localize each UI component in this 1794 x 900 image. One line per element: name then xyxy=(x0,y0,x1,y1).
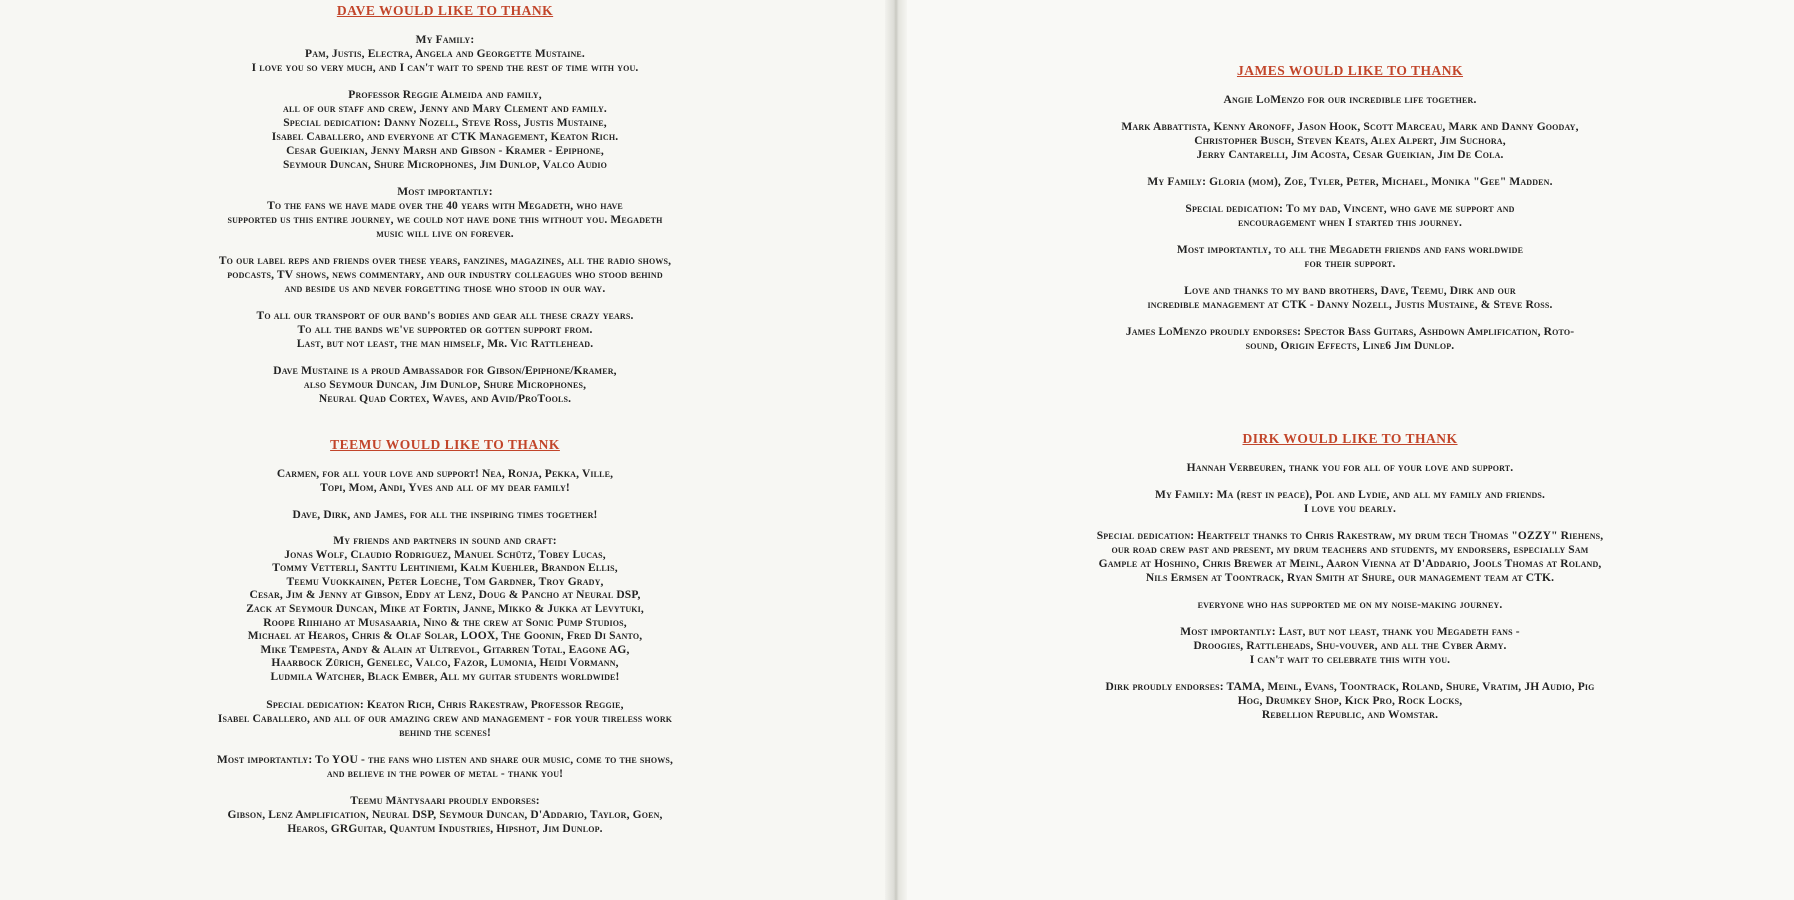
text-line: I love you dearly. xyxy=(1303,503,1397,515)
text-line: Gibson, Lenz Amplification, Neural DSP, Seymour Duncan, D'Addario, Taylor, Goen, xyxy=(227,808,663,821)
james-band-paragraph xyxy=(1000,284,1700,312)
teemu-fans-paragraph xyxy=(100,753,790,781)
text-line: podcasts, TV shows, news commentary, and our industry colleagues who stood behind xyxy=(227,269,663,281)
text-line: Cesar Gueikian, Jenny Marsh and Gibson - Kramer - Epiphone, xyxy=(286,145,604,157)
text-line: Most importantly: Last, but not least, thank you Megadeth fans - xyxy=(1180,626,1520,638)
text-line: Pam, Justis, Electra, Angela and Georgette Mustaine. xyxy=(305,48,585,60)
text-line: James LoMenzo proudly endorses: Spector Bass Guitars, Ashdown Amplification, Roto- xyxy=(1125,326,1575,338)
text-line: To the fans we have made over the 40 years with Megadeth, who have xyxy=(267,200,623,212)
dirk-family-paragraph xyxy=(990,488,1710,516)
text-line: Mark Abbattista, Kenny Aronoff, Jason Hook, Scott Marceau, Mark and Danny Gooday, xyxy=(1121,121,1579,133)
text-line: I love you so very much, and I can't wait to spend the rest of time with you. xyxy=(251,62,639,74)
dirk-supporters-paragraph xyxy=(990,598,1710,612)
dave-endorsement-paragraph xyxy=(100,364,790,406)
text-line: all of our staff and crew, Jenny and Mary Clement and family. xyxy=(283,103,607,115)
text-line: Teemu Vuokkainen, Peter Loeche, Tom Gardner, Troy Grady, xyxy=(286,575,604,588)
dave-label-paragraph xyxy=(100,254,790,296)
text-line: Teemu Mäntysaari proudly endorses: xyxy=(350,794,540,807)
text-line: Droogies, Rattleheads, Shu-vouver, and all the Cyber Army. xyxy=(1193,640,1507,652)
booklet-gutter xyxy=(885,0,907,900)
text-line: encouragement when I started this journey. xyxy=(1237,217,1463,229)
james-fans-paragraph xyxy=(1000,243,1700,271)
text-line: Special dedication: To my dad, Vincent, who gave me support and xyxy=(1185,203,1515,215)
text-line: Love and thanks to my band brothers, Dave, Teemu, Dirk and our xyxy=(1184,285,1516,297)
text-line: everyone who has supported me on my noise-making journey. xyxy=(1197,599,1503,611)
text-line: incredible management at CTK - Danny Nozell, Justis Mustaine, & Steve Ross. xyxy=(1147,299,1553,311)
dave-fans-paragraph xyxy=(100,185,790,241)
james-endorsement-paragraph xyxy=(1000,325,1700,353)
text-line: To our label reps and friends over these years, fanzines, magazines, all the radio shows, xyxy=(218,255,672,267)
text-line: Ludmila Watcher, Black Ember, All my guitar students worldwide! xyxy=(270,670,620,683)
text-line: Dirk proudly endorses: TAMA, Meinl, Evans, Toontrack, Roland, Shure, Vratim, JH Audio, Pig xyxy=(1105,681,1595,693)
james-thanks-section xyxy=(1000,64,1700,366)
text-line: Seymour Duncan, Shure Microphones, Jim Dunlop, Valco Audio xyxy=(282,159,608,171)
dirk-partner-paragraph xyxy=(990,461,1710,475)
text-line: Most importantly: To YOU - the fans who listen and share our music, come to the shows, xyxy=(216,753,674,766)
text-line: Special dedication: Danny Nozell, Steve Ross, Justis Mustaine, xyxy=(283,117,607,129)
dirk-heading: DIRK WOULD LIKE TO THANK xyxy=(1242,431,1458,446)
text-line: Christopher Busch, Steven Keats, Alex Alpert, Jim Suchora, xyxy=(1194,135,1506,147)
text-line: Isabel Caballero, and all of our amazing crew and management - for your tireless work xyxy=(217,712,673,725)
james-dedication-paragraph xyxy=(1000,202,1700,230)
text-line: Roope Riihiaho at Musasaaria, Nino & the crew at Sonic Pump Studios, xyxy=(263,616,627,629)
dirk-endorsement-paragraph xyxy=(990,680,1710,722)
text-line: Hannah Verbeuren, thank you for all of your love and support. xyxy=(1186,462,1514,474)
dave-thanks-section xyxy=(100,4,790,419)
text-line: Gample at Hoshino, Chris Brewer at Meinl, Aaron Vienna at D'Addario, Jools Thomas at Roland, xyxy=(1098,558,1602,570)
james-family-paragraph xyxy=(1000,175,1700,189)
text-line: supported us this entire journey, we could not have done this without you. Megadeth xyxy=(227,214,663,226)
teemu-family-paragraph xyxy=(100,467,790,495)
teemu-dedication-paragraph xyxy=(100,698,790,740)
text-line: To all the bands we've supported or gotten support from. xyxy=(297,324,593,336)
text-line: Most importantly, to all the Megadeth friends and fans worldwide xyxy=(1176,244,1524,256)
text-line: Carmen, for all your love and support! Nea, Ronja, Pekka, Ville, xyxy=(276,468,614,480)
text-line: Neural Quad Cortex, Waves, and Avid/ProTools. xyxy=(318,393,572,405)
text-line: sound, Origin Effects, Line6 Jim Dunlop. xyxy=(1245,340,1455,352)
text-line: and believe in the power of metal - thank you! xyxy=(326,767,564,780)
text-line: behind the scenes! xyxy=(399,726,491,739)
text-line: music will live on forever. xyxy=(376,228,514,240)
text-line: To all our transport of our band's bodies and gear all these crazy years. xyxy=(256,310,634,322)
text-line: Mike Tempesta, Andy & Alain at Ultrevol, Gitarren Total, Eagone AG, xyxy=(260,643,630,656)
text-line: Special dedication: Heartfelt thanks to Chris Rakestraw, my drum tech Thomas "OZZY" Riehens, xyxy=(1096,530,1604,542)
text-line: Tommy Vetterli, Santtu Lehtiniemi, Kalm Kuehler, Brandon Ellis, xyxy=(272,562,618,575)
text-line: also Seymour Duncan, Jim Dunlop, Shure Microphones, xyxy=(303,379,587,391)
text-line: Topi, Mom, Andi, Yves and all of my dear family! xyxy=(320,482,570,494)
text-line: Michael at Hearos, Chris & Olaf Solar, LOOX, The Goonin, Fred Di Santo, xyxy=(247,630,643,643)
text-line: My friends and partners in sound and craft: xyxy=(333,535,557,547)
text-line: Hog, Drumkey Shop, Kick Pro, Rock Locks, xyxy=(1237,695,1463,707)
dave-dedication-paragraph xyxy=(100,88,790,172)
dirk-fans-paragraph xyxy=(990,625,1710,667)
text-line: Last, but not least, the man himself, Mr. Vic Rattlehead. xyxy=(296,338,594,350)
text-line: for their support. xyxy=(1304,258,1396,270)
text-line: Dave Mustaine is a proud Ambassador for Gibson/Epiphone/Kramer, xyxy=(273,365,617,377)
text-line: Jonas Wolf, Claudio Rodriguez, Manuel Schütz, Tobey Lucas, xyxy=(284,548,606,561)
dave-heading: DAVE WOULD LIKE TO THANK xyxy=(336,3,554,18)
dave-family-paragraph xyxy=(100,33,790,75)
text-line: and beside us and never forgetting those who stood in our way. xyxy=(284,283,606,295)
james-heading: JAMES WOULD LIKE TO THANK xyxy=(1236,63,1464,78)
text-line: our road crew past and present, my drum teachers and students, my endorsers, especially Sam xyxy=(1111,544,1589,556)
teemu-endorsement-paragraph xyxy=(100,794,790,836)
text-line: My Family: Gloria (mom), Zoe, Tyler, Peter, Michael, Monika "Gee" Madden. xyxy=(1147,176,1553,188)
teemu-band-paragraph xyxy=(100,508,790,522)
text-line: Special dedication: Keaton Rich, Chris Rakestraw, Professor Reggie, xyxy=(266,698,624,711)
text-line: Hearos, GRGuitar, Quantum Industries, Hipshot, Jim Dunlop. xyxy=(287,822,603,835)
dave-transport-paragraph xyxy=(100,309,790,351)
text-line: I can't wait to celebrate this with you. xyxy=(1249,654,1451,666)
dirk-dedication-paragraph xyxy=(990,529,1710,585)
text-line: Zack at Seymour Duncan, Mike at Fortin, Janne, Mikko & Jukka at Levytuki, xyxy=(246,602,644,615)
teemu-thanks-section xyxy=(100,438,790,849)
text-line: My Family: xyxy=(415,34,475,46)
text-line: Cesar, Jim & Jenny at Gibson, Eddy at Lenz, Doug & Pancho at Neural DSP, xyxy=(249,589,641,602)
teemu-friends-paragraph xyxy=(100,535,790,685)
text-line: Angie LoMenzo for our incredible life together. xyxy=(1223,94,1477,106)
james-friends-paragraph xyxy=(1000,120,1700,162)
text-line: Haarbock Zürich, Genelec, Valco, Fazor, Lumonia, Heidi Vormann, xyxy=(271,657,619,670)
text-line: Rebellion Republic, and Womstar. xyxy=(1261,709,1439,721)
text-line: Jerry Cantarelli, Jim Acosta, Cesar Gueikian, Jim De Cola. xyxy=(1196,149,1504,161)
text-line: Isabel Caballero, and everyone at CTK Management, Keaton Rich. xyxy=(271,131,619,143)
text-line: My Family: Ma (rest in peace), Pol and Lydie, and all my family and friends. xyxy=(1154,489,1546,501)
james-partner-paragraph xyxy=(1000,93,1700,107)
teemu-heading: TEEMU WOULD LIKE TO THANK xyxy=(330,437,560,452)
text-line: Professor Reggie Almeida and family, xyxy=(348,89,542,101)
text-line: Dave, Dirk, and James, for all the inspiring times together! xyxy=(292,509,598,521)
text-line: Nils Ermsen at Toontrack, Ryan Smith at Shure, our management team at CTK. xyxy=(1145,572,1555,584)
text-line: Most importantly: xyxy=(397,186,493,198)
dirk-thanks-section xyxy=(990,432,1710,735)
